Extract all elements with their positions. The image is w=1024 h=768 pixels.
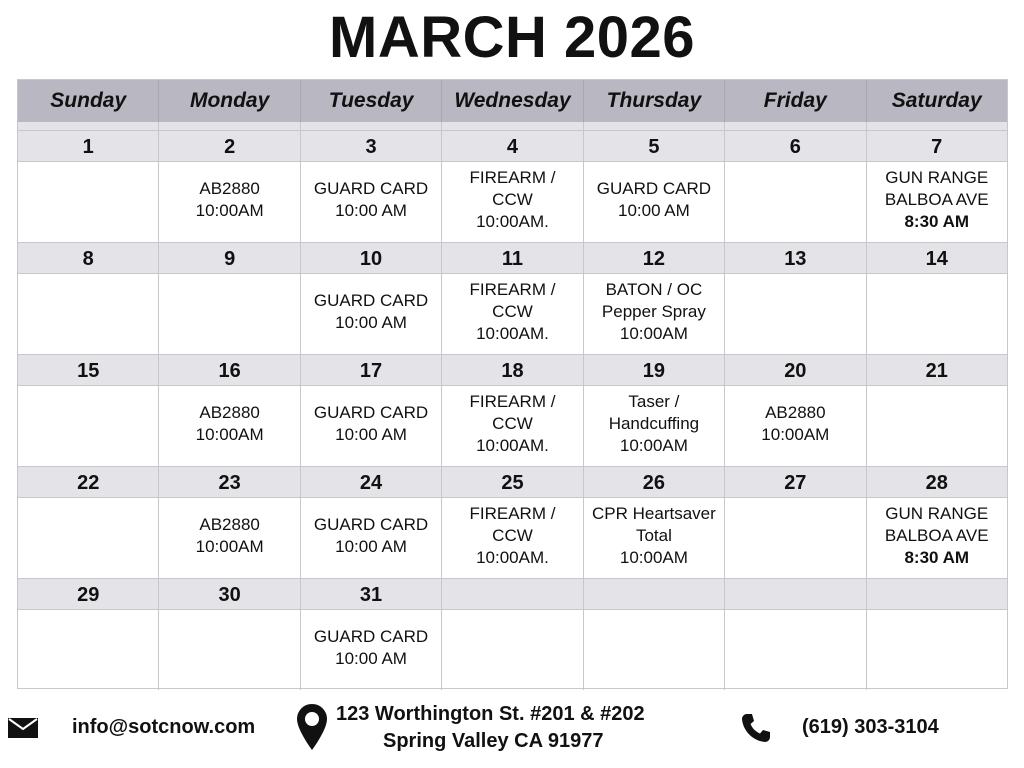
calendar-grid <box>17 79 1008 689</box>
event-line: BATON / OC <box>605 280 703 299</box>
event-details <box>867 162 1007 242</box>
day-cell <box>442 578 583 690</box>
day-cell[interactable] <box>442 466 583 578</box>
event-line: BALBOA AVE <box>884 190 989 209</box>
event-line: AB2880 <box>199 403 260 422</box>
day-number: 2 <box>159 131 299 162</box>
footer-email[interactable]: info@sotcnow.com <box>72 716 256 738</box>
day-cell[interactable] <box>442 130 583 242</box>
event-line: CCW <box>492 302 533 321</box>
event-line: GUN RANGE <box>885 504 989 523</box>
day-cell[interactable] <box>442 354 583 466</box>
day-cell[interactable] <box>301 130 442 242</box>
event-line: FIREARM / <box>469 392 556 411</box>
map-pin-icon <box>297 704 327 755</box>
event-details <box>442 162 582 242</box>
event-details <box>725 162 865 242</box>
event-line: GUARD CARD <box>313 179 429 198</box>
event-details <box>725 386 865 466</box>
event-details <box>18 498 158 578</box>
event-line: GUARD CARD <box>596 179 712 198</box>
event-line: 10:00AM. <box>476 436 549 455</box>
event-details <box>584 610 724 690</box>
event-line: 10:00AM <box>195 537 264 556</box>
day-cell[interactable] <box>159 130 300 242</box>
footer <box>0 700 1024 760</box>
day-number: 26 <box>584 467 724 498</box>
day-cell[interactable] <box>725 354 866 466</box>
envelope-icon <box>8 718 38 743</box>
day-cell <box>867 578 1007 690</box>
event-details <box>159 274 299 354</box>
day-cell[interactable] <box>867 466 1007 578</box>
footer-address-line2: Spring Valley CA 91977 <box>383 730 604 752</box>
weekday-friday: Friday <box>725 80 866 122</box>
event-line: 10:00AM <box>761 425 830 444</box>
day-number: 10 <box>301 243 441 274</box>
day-number: 14 <box>867 243 1007 274</box>
event-details <box>301 610 441 690</box>
day-cell[interactable] <box>584 466 725 578</box>
day-cell[interactable] <box>18 130 159 242</box>
day-cell[interactable] <box>301 242 442 354</box>
day-number <box>442 579 582 610</box>
event-details <box>159 610 299 690</box>
day-number <box>584 579 724 610</box>
day-cell[interactable] <box>725 130 866 242</box>
event-line: 10:00AM. <box>476 548 549 567</box>
event-line: 10:00AM. <box>476 212 549 231</box>
day-number: 29 <box>18 579 158 610</box>
weekday-monday: Monday <box>159 80 300 122</box>
event-details <box>18 162 158 242</box>
day-number: 15 <box>18 355 158 386</box>
event-details <box>159 386 299 466</box>
event-details <box>725 610 865 690</box>
week-row <box>18 466 1007 578</box>
day-number: 17 <box>301 355 441 386</box>
event-line: AB2880 <box>199 515 260 534</box>
event-line: GUN RANGE <box>885 168 989 187</box>
day-cell[interactable] <box>159 242 300 354</box>
day-number: 1 <box>18 131 158 162</box>
event-details <box>867 274 1007 354</box>
event-line: CCW <box>492 190 533 209</box>
footer-phone[interactable]: (619) 303-3104 <box>802 716 939 738</box>
event-line: GUARD CARD <box>313 291 429 310</box>
event-line: Taser / <box>628 392 680 411</box>
day-cell[interactable] <box>18 578 159 690</box>
event-details <box>18 610 158 690</box>
event-line: 10:00 AM <box>335 201 407 220</box>
event-details <box>442 274 582 354</box>
day-number: 24 <box>301 467 441 498</box>
day-number <box>725 579 865 610</box>
week-row <box>18 354 1007 466</box>
event-line: 10:00 AM <box>335 537 407 556</box>
day-cell[interactable] <box>442 242 583 354</box>
weekday-sunday: Sunday <box>18 80 159 122</box>
day-cell[interactable] <box>867 130 1007 242</box>
event-line: AB2880 <box>765 403 826 422</box>
day-number: 22 <box>18 467 158 498</box>
event-details <box>584 386 724 466</box>
event-line: 10:00 AM <box>617 201 690 220</box>
event-details <box>301 274 441 354</box>
event-details <box>584 274 724 354</box>
day-cell[interactable] <box>18 242 159 354</box>
day-number: 9 <box>159 243 299 274</box>
event-details <box>442 610 582 690</box>
event-line: Total <box>635 526 672 545</box>
weekday-thursday: Thursday <box>584 80 725 122</box>
day-number: 6 <box>725 131 865 162</box>
event-line: 10:00 AM <box>335 313 407 332</box>
event-line: CCW <box>492 526 533 545</box>
event-line: CPR Heartsaver <box>592 504 716 523</box>
day-number: 3 <box>301 131 441 162</box>
phone-icon <box>740 712 772 749</box>
day-number: 7 <box>867 131 1007 162</box>
day-number: 20 <box>725 355 865 386</box>
event-details <box>159 498 299 578</box>
day-cell[interactable] <box>159 578 300 690</box>
event-line: 10:00AM. <box>476 324 549 343</box>
footer-address-line1: 123 Worthington St. #201 & #202 <box>336 703 645 725</box>
event-details <box>18 274 158 354</box>
day-cell[interactable] <box>867 354 1007 466</box>
week-row <box>18 242 1007 354</box>
event-line: GUARD CARD <box>313 403 429 422</box>
day-cell[interactable] <box>301 354 442 466</box>
event-line: Pepper Spray <box>601 302 706 321</box>
event-line: 10:00AM <box>619 548 688 567</box>
day-number: 21 <box>867 355 1007 386</box>
day-cell[interactable] <box>725 242 866 354</box>
day-cell <box>725 578 866 690</box>
event-details <box>442 386 582 466</box>
day-number: 23 <box>159 467 299 498</box>
event-line: 10:00AM <box>195 201 264 220</box>
event-details <box>584 498 724 578</box>
event-details <box>18 386 158 466</box>
event-details <box>301 386 441 466</box>
weekday-header-row <box>18 80 1007 122</box>
event-line: GUARD CARD <box>313 515 429 534</box>
day-number: 5 <box>584 131 724 162</box>
event-details <box>867 386 1007 466</box>
day-cell[interactable] <box>18 466 159 578</box>
day-cell[interactable] <box>584 242 725 354</box>
week-row <box>18 130 1007 242</box>
event-line: 10:00 AM <box>335 425 407 444</box>
day-number: 4 <box>442 131 582 162</box>
event-line: CCW <box>492 414 533 433</box>
event-details <box>584 162 724 242</box>
day-number: 18 <box>442 355 582 386</box>
day-cell[interactable] <box>584 130 725 242</box>
event-line: AB2880 <box>199 179 260 198</box>
event-details <box>301 162 441 242</box>
day-cell <box>584 578 725 690</box>
day-number: 28 <box>867 467 1007 498</box>
week-row <box>18 578 1007 690</box>
event-line: BALBOA AVE <box>884 526 989 545</box>
event-details <box>442 498 582 578</box>
day-number: 8 <box>18 243 158 274</box>
day-cell[interactable] <box>867 242 1007 354</box>
event-line: GUARD CARD <box>313 627 429 646</box>
event-line: Handcuffing <box>608 414 700 433</box>
day-cell[interactable] <box>18 354 159 466</box>
day-cell[interactable] <box>159 354 300 466</box>
day-number: 30 <box>159 579 299 610</box>
event-line: 10:00 AM <box>335 649 407 668</box>
event-line: FIREARM / <box>469 504 556 523</box>
weekday-saturday: Saturday <box>891 89 982 112</box>
event-line: FIREARM / <box>469 168 556 187</box>
header-spacer-row <box>18 122 1007 130</box>
event-details <box>867 610 1007 690</box>
day-number: 13 <box>725 243 865 274</box>
event-line: FIREARM / <box>469 280 556 299</box>
day-cell[interactable] <box>725 466 866 578</box>
event-details <box>159 162 299 242</box>
event-details <box>725 274 865 354</box>
day-cell[interactable] <box>159 466 300 578</box>
event-line: 8:30 AM <box>904 212 970 231</box>
day-number: 27 <box>725 467 865 498</box>
weekday-tuesday: Tuesday <box>301 80 442 122</box>
day-cell[interactable] <box>301 466 442 578</box>
day-number <box>867 579 1007 610</box>
event-details <box>867 498 1007 578</box>
page-title: MARCH 2026 <box>329 5 695 70</box>
day-number: 11 <box>442 243 582 274</box>
day-number: 25 <box>442 467 582 498</box>
day-number: 16 <box>159 355 299 386</box>
event-line: 10:00AM <box>619 436 688 455</box>
day-cell[interactable] <box>584 354 725 466</box>
event-line: 10:00AM <box>195 425 264 444</box>
weekday-wednesday: Wednesday <box>442 80 583 122</box>
day-cell[interactable] <box>301 578 442 690</box>
day-number: 31 <box>301 579 441 610</box>
event-details <box>301 498 441 578</box>
event-line: 8:30 AM <box>904 548 970 567</box>
event-line: 10:00AM <box>619 324 688 343</box>
day-number: 12 <box>584 243 724 274</box>
event-details <box>725 498 865 578</box>
day-number: 19 <box>584 355 724 386</box>
